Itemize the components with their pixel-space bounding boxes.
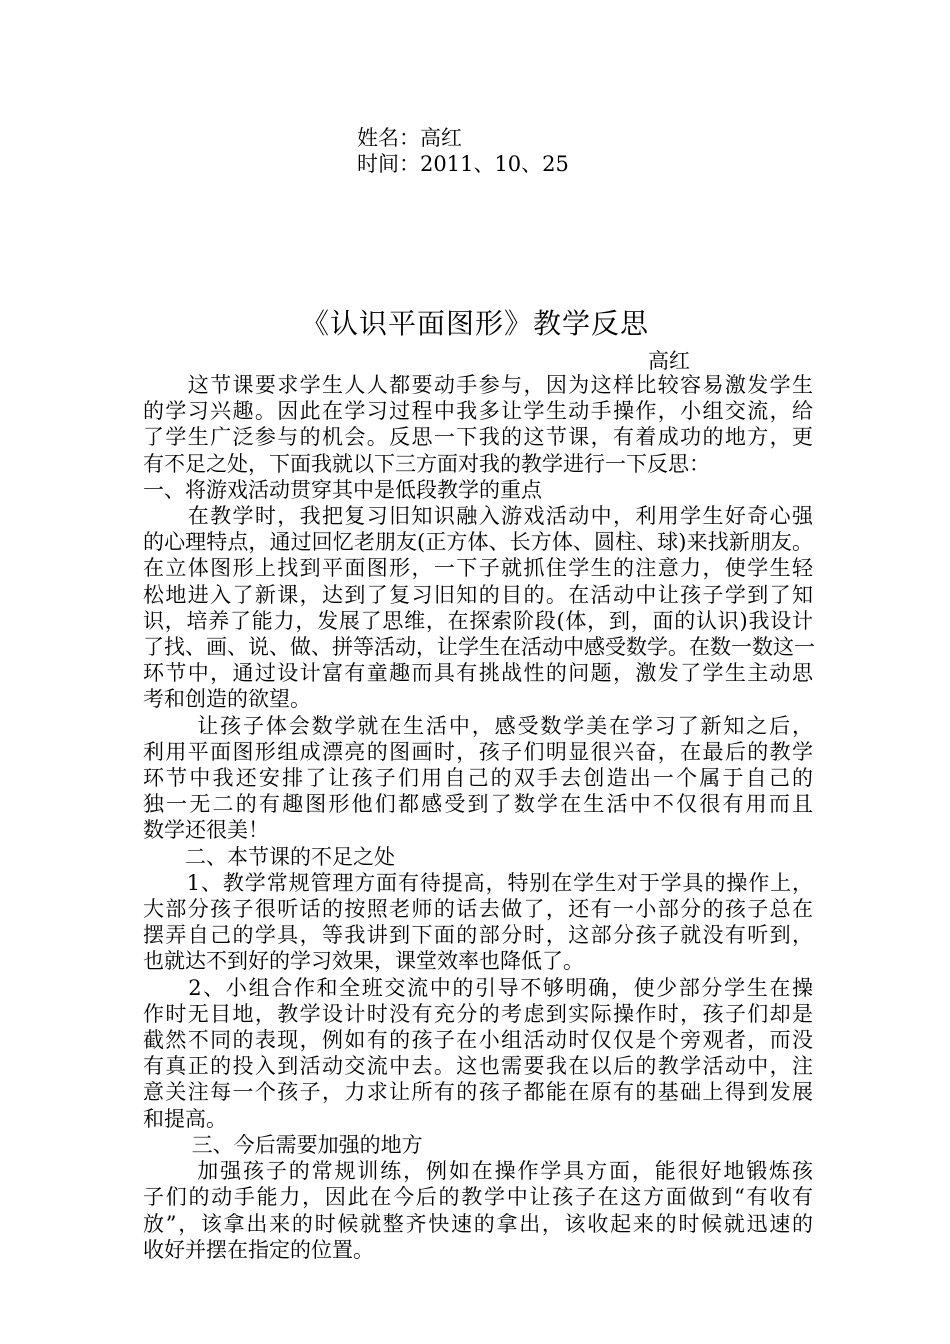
name-label: 姓名： xyxy=(357,126,420,150)
body-line: 了找、画、说、做、拼等活动，让学生在活动中感受数学。在数一数这一 xyxy=(143,635,815,660)
body-line: 考和创造的欲望。 xyxy=(143,687,311,712)
body-line: 意关注每一个孩子，力求让所有的孩子都能在原有的基础上得到发展 xyxy=(143,1080,813,1105)
time-value: 2011、10、25 xyxy=(420,152,569,176)
name-value: 高红 xyxy=(420,126,462,150)
name-line xyxy=(357,124,462,152)
body-line: 放”，该拿出来的时候就整齐快速的拿出，该收起来的时候就迅速的 xyxy=(143,1211,813,1236)
body-line: 有真正的投入到活动交流中去。这也需要我在以后的教学活动中，注 xyxy=(143,1054,813,1079)
body-line: 1、教学常规管理方面有待提高，特别在学生对于学具的操作上， xyxy=(143,870,813,895)
body-line: 和提高。 xyxy=(143,1106,227,1131)
body-line: 这节课要求学生人人都要动手参与，因为这样比较容易激发学生 xyxy=(143,373,813,397)
document-body xyxy=(143,372,813,1263)
body-line: 有不足之处，下面我就以下三方面对我的教学进行一下反思： xyxy=(143,451,710,476)
body-line: 数学还很美！ xyxy=(143,818,269,843)
body-line: 让孩子体会数学就在生活中，感受数学美在学习了新知之后， xyxy=(143,713,813,738)
body-line: 也就达不到好的学习效果，课堂效率也降低了。 xyxy=(143,949,584,974)
body-line: 环节中我还安排了让孩子们用自己的双手去创造出一个属于自己的 xyxy=(143,766,813,791)
body-line: 松地进入了新课，达到了复习旧知的目的。在活动中让孩子学到了知 xyxy=(143,582,813,607)
body-line: 2、小组合作和全班交流中的引导不够明确，使少部分学生在操 xyxy=(143,975,813,1000)
body-line: 作时无目地，教学设计时没有充分的考虑到实际操作时，孩子们却是 xyxy=(143,1001,813,1026)
body-line: 大部分孩子很听话的按照老师的话去做了，还有一小部分的孩子总在 xyxy=(143,897,813,922)
body-line: 一、将游戏活动贯穿其中是低段教学的重点 xyxy=(143,477,542,502)
body-line: 环节中，通过设计富有童趣而具有挑战性的问题，激发了学生主动思 xyxy=(143,661,813,686)
body-line: 在教学时，我把复习旧知识融入游戏活动中，利用学生好奇心强 xyxy=(143,504,813,529)
body-line: 的学习兴趣。因此在学习过程中我多让学生动手操作，小组交流，给 xyxy=(143,399,813,424)
body-line: 识，培养了能力，发展了思维，在探索阶段(体，到，面的认识)我设计 xyxy=(143,608,813,633)
body-line: 利用平面图形组成漂亮的图画时，孩子们明显很兴奋，在最后的教学 xyxy=(143,739,813,764)
body-line: 子们的动手能力，因此在今后的教学中让孩子在这方面做到“有收有 xyxy=(143,1185,813,1210)
time-label: 时间： xyxy=(357,152,420,176)
body-line: 二、本节课的不足之处 xyxy=(143,844,395,869)
body-line: 的心理特点，通过回忆老朋友(正方体、长方体、圆柱、球)来找新朋友。 xyxy=(143,530,813,555)
body-line: 收好并摆在指定的位置。 xyxy=(143,1237,374,1262)
body-line: 截然不同的表现，例如有的孩子在小组活动时仅仅是个旁观者，而没 xyxy=(143,1028,813,1053)
body-line: 摆弄自己的学具，等我讲到下面的部分时，这部分孩子就没有听到， xyxy=(143,923,813,948)
body-line: 加强孩子的常规训练，例如在操作学具方面，能很好地锻炼孩 xyxy=(143,1159,813,1184)
body-line: 了学生广泛参与的机会。反思一下我的这节课，有着成功的地方，更 xyxy=(143,425,813,450)
body-line: 三、今后需要加强的地方 xyxy=(143,1132,423,1157)
body-line: 在立体图形上找到平面图形，一下子就抓住学生的注意力，使学生轻 xyxy=(143,556,813,581)
time-line xyxy=(357,150,569,178)
author-name: 高红 xyxy=(648,349,690,373)
document-title: 《认识平面图形》教学反思 xyxy=(300,307,649,340)
body-line: 独一无二的有趣图形他们都感受到了数学在生活中不仅很有用而且 xyxy=(143,792,813,817)
